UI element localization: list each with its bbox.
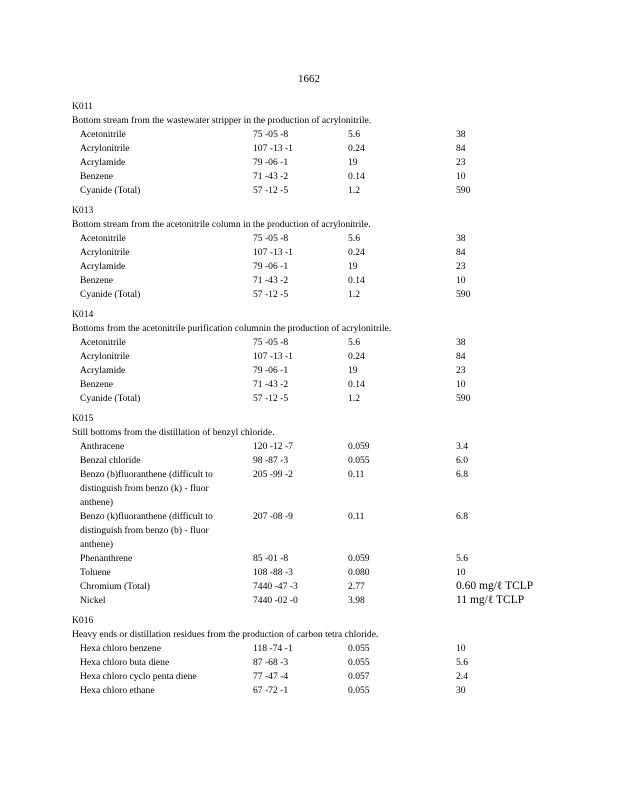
constituent-name: Hexa chloro benzene (80, 643, 161, 654)
cas-number: 107 -13 -1 (253, 143, 293, 154)
cas-number: 7440 -47 -3 (253, 581, 298, 592)
nonwastewater-limit: 10 (456, 643, 466, 654)
constituent-name: Chromium (Total) (80, 581, 150, 592)
nonwastewater-limit: 6.8 (456, 511, 468, 522)
constituent-row (72, 184, 552, 198)
nonwastewater-limit: 590 (456, 393, 471, 404)
constituent-name: Acetonitrile (80, 337, 126, 348)
cas-number: 120 -12 -7 (253, 441, 293, 452)
waste-section (72, 614, 552, 698)
nonwastewater-limit: 590 (456, 185, 471, 196)
constituent-row (72, 260, 552, 274)
cas-number: 98 -87 -3 (253, 455, 289, 466)
cas-number: 118 -74 -1 (253, 643, 293, 654)
constituent-row (72, 288, 552, 302)
constituent-name: Acetonitrile (80, 129, 126, 140)
wastewater-limit: 5.6 (348, 129, 360, 140)
waste-section (72, 308, 552, 406)
nonwastewater-limit: 590 (456, 289, 471, 300)
constituent-row (72, 232, 552, 246)
cas-number: 57 -12 -5 (253, 185, 289, 196)
wastewater-limit: 2.77 (348, 581, 365, 592)
constituent-name: Nickel (80, 595, 106, 606)
constituent-name: Benzo (k)fluoranthene (difficult to distinguish from benzo (b) - fluor anthene) (80, 511, 213, 550)
constituent-name: Cyanide (Total) (80, 393, 141, 404)
constituent-row (72, 642, 552, 656)
page-number: 1662 (298, 73, 320, 85)
waste-code: K014 (72, 309, 94, 320)
constituent-name: Cyanide (Total) (80, 185, 141, 196)
wastewater-limit: 0.11 (348, 511, 365, 522)
constituent-row (72, 274, 552, 288)
cas-number: 79 -06 -1 (253, 261, 289, 272)
constituent-row (72, 336, 552, 350)
wastewater-limit: 5.6 (348, 337, 360, 348)
nonwastewater-limit: 5.6 (456, 553, 468, 564)
wastewater-limit: 0.24 (348, 351, 365, 362)
wastewater-limit: 19 (348, 261, 358, 272)
cas-number: 57 -12 -5 (253, 393, 289, 404)
constituent-row (72, 510, 552, 552)
nonwastewater-limit: 23 (456, 261, 466, 272)
constituent-name: Benzene (80, 379, 114, 390)
nonwastewater-limit: 23 (456, 157, 466, 168)
wastewater-limit: 1.2 (348, 289, 360, 300)
nonwastewater-limit: 2.4 (456, 671, 468, 682)
constituent-name: Benzene (80, 171, 114, 182)
waste-code: K016 (72, 615, 94, 626)
waste-section (72, 412, 552, 608)
wastewater-limit: 0.14 (348, 171, 365, 182)
constituent-name: Benzene (80, 275, 114, 286)
constituent-name: Cyanide (Total) (80, 289, 141, 300)
cas-number: 75 -05 -8 (253, 233, 289, 244)
constituent-row (72, 670, 552, 684)
constituent-name: Acrylonitrile (80, 351, 130, 362)
cas-number: 67 -72 -1 (253, 685, 289, 696)
constituent-row (72, 552, 552, 566)
nonwastewater-limit: 84 (456, 247, 466, 258)
cas-number: 71 -43 -2 (253, 379, 289, 390)
constituent-name: Phenanthrene (80, 553, 133, 564)
cas-number: 75 -05 -8 (253, 129, 289, 140)
wastewater-limit: 0.24 (348, 143, 365, 154)
waste-section (72, 204, 552, 302)
nonwastewater-limit: 10 (456, 379, 466, 390)
wastewater-limit: 0.14 (348, 379, 365, 390)
wastewater-limit: 0.059 (348, 553, 370, 564)
nonwastewater-limit: 0.60 mg/ℓ TCLP (456, 580, 534, 592)
constituent-name: Hexa chloro buta diene (80, 657, 170, 668)
wastewater-limit: 1.2 (348, 393, 360, 404)
constituent-row (72, 156, 552, 170)
constituent-name: Benzal chloride (80, 455, 141, 466)
constituent-row (72, 580, 552, 594)
nonwastewater-limit: 38 (456, 233, 466, 244)
wastewater-limit: 0.24 (348, 247, 365, 258)
constituent-name: Hexa chloro ethane (80, 685, 155, 696)
nonwastewater-limit: 6.0 (456, 455, 468, 466)
constituent-name: Acrylonitrile (80, 143, 130, 154)
constituent-name: Acrylonitrile (80, 247, 130, 258)
wastewater-limit: 0.080 (348, 567, 370, 578)
wastewater-limit: 5.6 (348, 233, 360, 244)
wastewater-limit: 0.059 (348, 441, 370, 452)
wastewater-limit: 19 (348, 157, 358, 168)
cas-number: 71 -43 -2 (253, 275, 289, 286)
nonwastewater-limit: 30 (456, 685, 466, 696)
cas-number: 107 -13 -1 (253, 351, 293, 362)
constituent-row (72, 364, 552, 378)
waste-description: Bottoms from the acetonitrile purification columnin the production of acrylonitrile. (72, 323, 392, 334)
constituent-row (72, 656, 552, 670)
constituent-name: Acrylamide (80, 365, 126, 376)
wastewater-limit: 1.2 (348, 185, 360, 196)
wastewater-limit: 0.057 (348, 671, 370, 682)
constituent-row (72, 440, 552, 454)
constituent-name: Acetonitrile (80, 233, 126, 244)
cas-number: 7440 -02 -0 (253, 595, 298, 606)
cas-number: 79 -06 -1 (253, 157, 289, 168)
waste-description: Heavy ends or distillation residues from the production of carbon tetra chloride. (72, 629, 379, 640)
wastewater-limit: 0.055 (348, 657, 370, 668)
constituent-row (72, 454, 552, 468)
constituent-name: Acrylamide (80, 261, 126, 272)
waste-code: K015 (72, 413, 94, 424)
nonwastewater-limit: 10 (456, 567, 466, 578)
nonwastewater-limit: 3.4 (456, 441, 468, 452)
cas-number: 71 -43 -2 (253, 171, 289, 182)
cas-number: 79 -06 -1 (253, 365, 289, 376)
nonwastewater-limit: 38 (456, 337, 466, 348)
cas-number: 205 -99 -2 (253, 469, 293, 480)
cas-number: 87 -68 -3 (253, 657, 289, 668)
nonwastewater-limit: 10 (456, 171, 466, 182)
constituent-name: Anthracene (80, 441, 125, 452)
nonwastewater-limit: 10 (456, 275, 466, 286)
constituent-row (72, 378, 552, 392)
document-body (72, 100, 552, 704)
constituent-row (72, 684, 552, 698)
wastewater-limit: 0.055 (348, 455, 370, 466)
cas-number: 77 -47 -4 (253, 671, 289, 682)
cas-number: 207 -08 -9 (253, 511, 293, 522)
constituent-name: Benzo (b)fluoranthene (difficult to distinguish from benzo (k) - fluor anthene) (80, 469, 213, 508)
wastewater-limit: 3.98 (348, 595, 365, 606)
nonwastewater-limit: 38 (456, 129, 466, 140)
waste-description: Bottom stream from the acetonitrile column in the production of acrylonitrile. (72, 219, 371, 230)
nonwastewater-limit: 23 (456, 365, 466, 376)
constituent-row (72, 350, 552, 364)
nonwastewater-limit: 6.8 (456, 469, 468, 480)
wastewater-limit: 0.055 (348, 685, 370, 696)
waste-code: K011 (72, 101, 93, 112)
cas-number: 57 -12 -5 (253, 289, 289, 300)
constituent-row (72, 170, 552, 184)
constituent-name: Toluene (80, 567, 111, 578)
waste-description: Still bottoms from the distillation of benzyl chloride. (72, 427, 275, 438)
constituent-row (72, 142, 552, 156)
nonwastewater-limit: 84 (456, 351, 466, 362)
constituent-name: Hexa chloro cyclo penta diene (80, 671, 197, 682)
waste-code: K013 (72, 205, 94, 216)
cas-number: 108 -88 -3 (253, 567, 293, 578)
constituent-row (72, 594, 552, 608)
constituent-row (72, 128, 552, 142)
waste-description: Bottom stream from the wastewater stripper in the production of acrylonitrile. (72, 115, 372, 126)
constituent-row (72, 246, 552, 260)
waste-section (72, 100, 552, 198)
constituent-row (72, 392, 552, 406)
cas-number: 75 -05 -8 (253, 337, 289, 348)
wastewater-limit: 19 (348, 365, 358, 376)
constituent-row (72, 566, 552, 580)
nonwastewater-limit: 84 (456, 143, 466, 154)
wastewater-limit: 0.055 (348, 643, 370, 654)
cas-number: 85 -01 -8 (253, 553, 289, 564)
constituent-name: Acrylamide (80, 157, 126, 168)
nonwastewater-limit: 5.6 (456, 657, 468, 668)
wastewater-limit: 0.11 (348, 469, 365, 480)
cas-number: 107 -13 -1 (253, 247, 293, 258)
wastewater-limit: 0.14 (348, 275, 365, 286)
nonwastewater-limit: 11 mg/ℓ TCLP (456, 594, 525, 606)
constituent-row (72, 468, 552, 510)
